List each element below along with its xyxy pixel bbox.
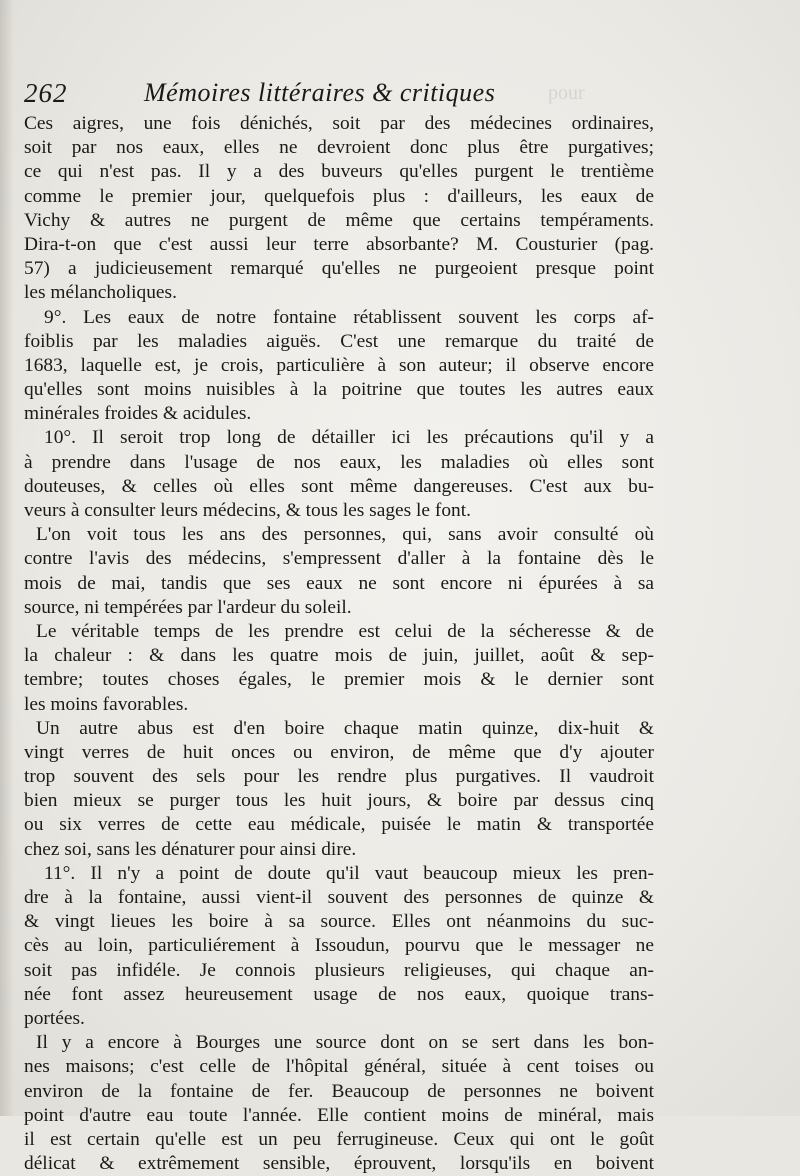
running-title: Mémoires littéraires & critiques (144, 78, 496, 107)
text-line: cès au loin, particuliérement à Issoudun, pourvu que le messager ne (24, 935, 654, 957)
text-line: 10°. Il seroit trop long de détailler ici les précautions qu'il y a (44, 427, 654, 449)
text-line: minérales froides & acidules. (24, 403, 252, 425)
text-line: & vingt lieues les boire à sa source. Elles ont néanmoins du suc- (24, 911, 654, 933)
text-line: mois de mai, tandis que ses eaux ne sont encore ni épurées à sa (24, 572, 654, 594)
text-line: douteuses, & celles où elles sont même dangereuses. C'est aux bu- (24, 475, 654, 497)
text-line: vingt verres de huit onces ou environ, de même que d'y ajouter (24, 741, 654, 763)
text-line: 9°. Les eaux de notre fontaine rétablissent souvent les corps af- (44, 306, 654, 328)
text-line: point d'autre eau toute l'année. Elle contient moins de minéral, mais (24, 1104, 654, 1126)
text-line: 11°. Il n'y a point de doute qu'il vaut beaucoup mieux les pren- (44, 862, 654, 884)
text-line: chez soi, sans les dénaturer pour ainsi dire. (24, 838, 357, 860)
show-through-text: pour (548, 82, 585, 104)
text-line: comme le premier jour, quelquefois plus : d'ailleurs, les eaux de (24, 185, 654, 207)
text-line: la chaleur : & dans les quatre mois de juin, juillet, août & sep- (24, 645, 654, 667)
text-line: source, ni tempérées par l'ardeur du soleil. (24, 596, 352, 618)
text-line: nes maisons; c'est celle de l'hôpital général, située à cent toises ou (24, 1056, 654, 1078)
text-line: Ces aigres, une fois dénichés, soit par des médecines ordinaires, (24, 113, 654, 134)
text-line: foiblis par les maladies aiguës. C'est une remarque du traité de (24, 330, 654, 352)
text-line: soit par nos eaux, elles ne devroient donc plus être purgatives; (24, 137, 654, 159)
text-line: portées. (24, 1007, 85, 1029)
text-line: Le véritable temps de les prendre est celui de la sécheresse & de (36, 620, 654, 642)
text-line: ce qui n'est pas. Il y a des buveurs qu'elles purgent le trentième (24, 161, 654, 183)
text-line: contre l'avis des médecins, s'empressent d'aller à la fontaine dès le (24, 548, 654, 570)
text-line: Il y a encore à Bourges une source dont on se sert dans les bon- (36, 1032, 654, 1054)
page-header (24, 78, 764, 114)
text-line: environ de la fontaine de fer. Beaucoup de personnes ne boivent (24, 1080, 654, 1102)
page-gutter-shadow (0, 0, 14, 1116)
text-line: née font assez heureusement usage de nos eaux, quoique trans- (24, 983, 654, 1005)
page-number: 262 (24, 78, 68, 108)
text-line: L'on voit tous les ans des personnes, qui, sans avoir consulté où (36, 524, 654, 546)
text-line: soit pas infidéle. Je connois plusieurs religieuses, qui chaque an- (24, 959, 654, 981)
text-line: Un autre abus est d'en boire chaque matin quinze, dix-huit & (36, 717, 654, 739)
text-line: dre à la fontaine, aussi vient-il souvent des personnes de quinze & (24, 887, 654, 908)
text-line: veurs à consulter leurs médecins, & tous les sages le font. (24, 500, 471, 521)
text-line: qu'elles sont moins nuisibles à la poitrine que toutes les autres eaux (24, 379, 654, 401)
text-line: Dira-t-on que c'est aussi leur terre absorbante? M. Cousturier (pag. (24, 233, 654, 255)
text-line: délicat & extrêmement sensible, éprouvent, lorsqu'ils en boivent (24, 1153, 654, 1175)
text-line: bien mieux se purger tous les huit jours, & boire par dessus cinq (24, 790, 654, 812)
text-line: trop souvent des sels pour les rendre plus purgatives. Il vaudroit (24, 766, 654, 788)
text-line: ou six verres de cette eau médicale, puisée le matin & transportée (24, 814, 654, 836)
text-line: les mélancholiques. (24, 282, 177, 304)
text-line: 57) a judicieusement remarqué qu'elles ne purgeoient presque point (24, 258, 654, 280)
body-text (24, 112, 654, 1176)
text-line: il est certain qu'elle est un peu ferrugineuse. Ceux qui ont le goût (24, 1128, 654, 1150)
text-line: tembre; toutes choses égales, le premier mois & le dernier sont (24, 669, 654, 691)
text-line: les moins favorables. (24, 693, 189, 715)
text-line: Vichy & autres ne purgent de même que certains tempéraments. (24, 209, 654, 231)
text-line: 1683, laquelle est, je crois, particulière à son auteur; il observe encore (24, 354, 654, 376)
text-line: à prendre dans l'usage de nos eaux, les maladies où elles sont (24, 451, 654, 473)
